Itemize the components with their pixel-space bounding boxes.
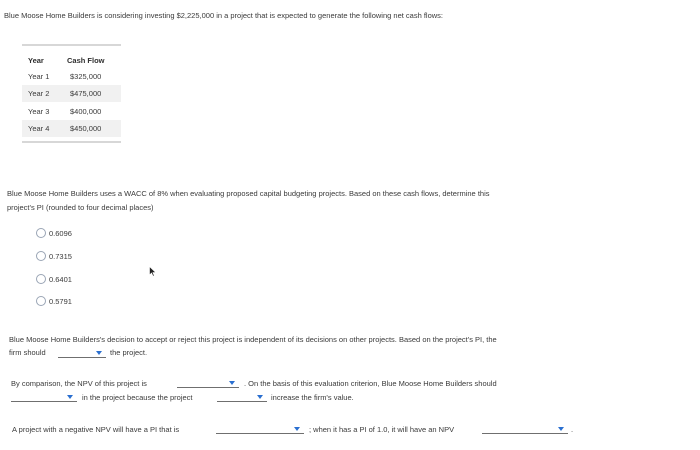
year-cell: Year 3 — [28, 107, 50, 116]
npv-compare-dropdown[interactable] — [177, 378, 239, 388]
table-bottom-rule — [22, 141, 121, 143]
table-row — [22, 120, 121, 137]
pi-one-text: ; when it has a PI of 1.0, it will have an NPV — [309, 425, 455, 434]
year-header: Year — [28, 56, 44, 65]
the-project-text: the project. — [110, 348, 148, 357]
dropdown-arrow-icon — [257, 395, 263, 399]
option-label: 0.5791 — [49, 297, 72, 306]
table-row — [22, 68, 121, 85]
radio-button[interactable] — [36, 251, 46, 261]
question-line-1: Blue Moose Home Builders uses a WACC of 8% when evaluating proposed capital budgeting projects. Based on these cash flows, determine this — [7, 189, 490, 198]
question-line-2: project's PI (rounded to four decimal places) — [7, 203, 154, 212]
dropdown-arrow-icon — [558, 427, 564, 431]
negative-npv-text: A project with a negative NPV will have a PI that is — [12, 425, 180, 434]
cash-flow-cell: $325,000 — [70, 72, 102, 81]
basis-text: . On the basis of this evaluation criterion, Blue Moose Home Builders should — [244, 379, 497, 388]
increase-value-text: increase the firm's value. — [271, 393, 354, 402]
decision-line-1: Blue Moose Home Builders's decision to accept or reject this project is independent of its decisions on other projects. Based on the project's PI, the — [9, 335, 497, 344]
dropdown-arrow-icon — [96, 351, 102, 355]
period-text: . — [571, 425, 574, 434]
cash-flow-cell: $475,000 — [70, 89, 102, 98]
option-label: 0.6096 — [49, 229, 72, 238]
npv-comparison-text: By comparison, the NPV of this project is — [11, 379, 147, 388]
table-row — [22, 85, 121, 102]
dropdown-arrow-icon — [67, 395, 73, 399]
invest-dropdown[interactable] — [11, 392, 77, 402]
firm-should-text: firm should — [9, 348, 46, 357]
intro-text: Blue Moose Home Builders is considering investing $2,225,000 in a project that is expected to generate the following net cash flows: — [4, 11, 444, 20]
option-label: 0.6401 — [49, 275, 72, 284]
year-cell: Year 1 — [28, 72, 50, 81]
year-cell: Year 4 — [28, 124, 50, 133]
accept-reject-dropdown[interactable] — [58, 348, 106, 358]
will-or-wont-dropdown[interactable] — [217, 392, 267, 402]
cash-flow-header: Cash Flow — [67, 56, 105, 65]
dropdown-arrow-icon — [294, 427, 300, 431]
pi-negative-dropdown[interactable] — [216, 424, 304, 434]
table-row — [22, 103, 121, 120]
dropdown-arrow-icon — [229, 381, 235, 385]
table-top-rule — [22, 44, 121, 46]
year-cell: Year 2 — [28, 89, 50, 98]
cash-flow-cell: $450,000 — [70, 124, 102, 133]
in-project-text: in the project because the project — [82, 393, 193, 402]
radio-button[interactable] — [36, 296, 46, 306]
cash-flow-cell: $400,000 — [70, 107, 102, 116]
table-header-row — [22, 52, 121, 69]
npv-at-pi-one-dropdown[interactable] — [482, 424, 568, 434]
radio-button[interactable] — [36, 228, 46, 238]
option-label: 0.7315 — [49, 252, 72, 261]
mouse-cursor-icon — [149, 266, 157, 277]
radio-button[interactable] — [36, 274, 46, 284]
